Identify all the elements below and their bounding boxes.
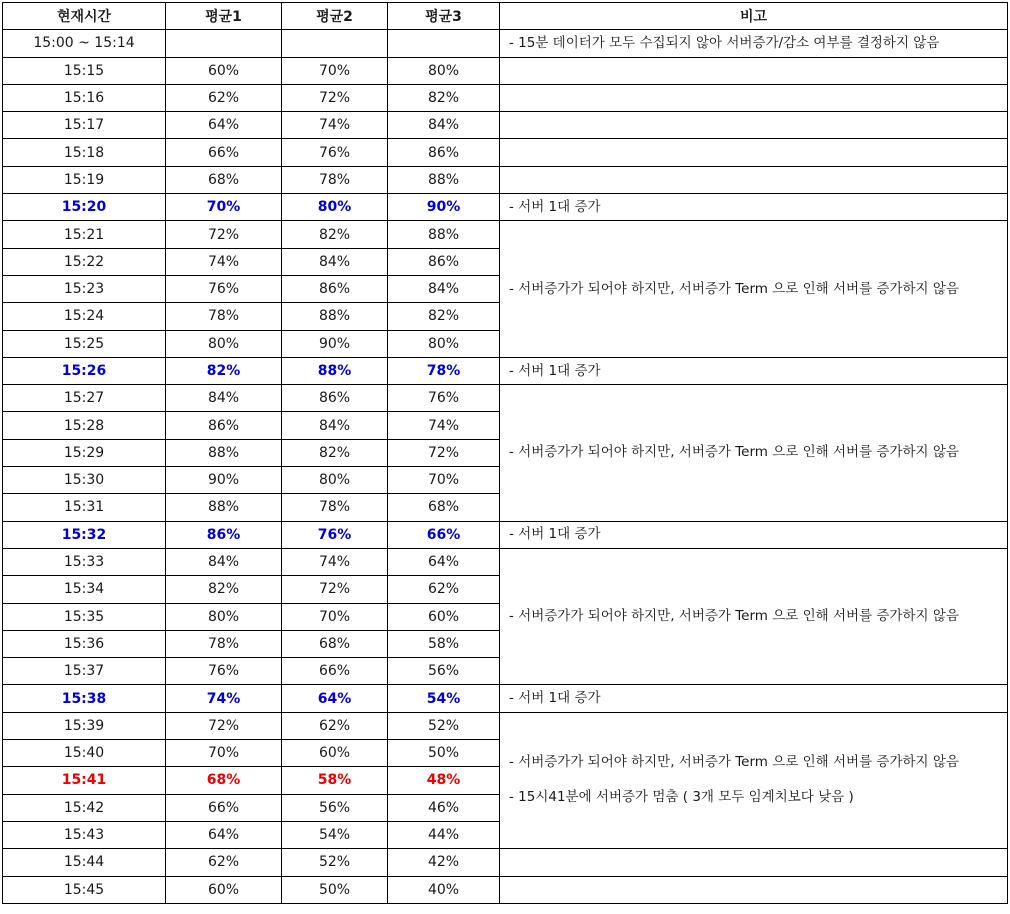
average-2-cell: 76% — [282, 521, 388, 548]
average-2-cell: 70% — [282, 57, 388, 84]
time-cell: 15:26 — [3, 357, 166, 384]
average-3-cell: 50% — [388, 740, 500, 767]
average-3-cell: 90% — [388, 194, 500, 221]
average-1-cell: 76% — [166, 658, 282, 685]
average-3-cell: 76% — [388, 385, 500, 412]
average-3-cell: 80% — [388, 330, 500, 357]
average-2-cell: 88% — [282, 357, 388, 384]
average-3-cell: 86% — [388, 248, 500, 275]
average-3-cell: 44% — [388, 821, 500, 848]
time-cell: 15:15 — [3, 57, 166, 84]
table-row — [3, 685, 1008, 712]
remarks-cell — [500, 548, 1008, 684]
remarks-cell — [500, 221, 1008, 357]
header-remarks: 비고 — [500, 3, 1008, 30]
table-row — [3, 30, 1008, 57]
average-3-cell: 74% — [388, 412, 500, 439]
average-2-cell: 80% — [282, 467, 388, 494]
average-3-cell: 68% — [388, 494, 500, 521]
average-2-cell: 80% — [282, 194, 388, 221]
average-1-cell: 68% — [166, 767, 282, 794]
average-3-cell: 42% — [388, 849, 500, 876]
average-2-cell: 68% — [282, 630, 388, 657]
average-3-cell: 58% — [388, 630, 500, 657]
time-cell: 15:28 — [3, 412, 166, 439]
average-2-cell — [282, 30, 388, 57]
time-cell: 15:41 — [3, 767, 166, 794]
average-1-cell: 64% — [166, 112, 282, 139]
average-2-cell: 88% — [282, 303, 388, 330]
header-current-time: 현재시간 — [3, 3, 166, 30]
average-3-cell: 48% — [388, 767, 500, 794]
time-cell: 15:37 — [3, 658, 166, 685]
average-3-cell: 82% — [388, 303, 500, 330]
average-1-cell: 80% — [166, 603, 282, 630]
average-2-cell: 58% — [282, 767, 388, 794]
average-2-cell: 78% — [282, 494, 388, 521]
average-3-cell — [388, 30, 500, 57]
average-1-cell: 68% — [166, 166, 282, 193]
time-cell: 15:35 — [3, 603, 166, 630]
average-3-cell: 84% — [388, 112, 500, 139]
average-2-cell: 66% — [282, 658, 388, 685]
average-3-cell: 78% — [388, 357, 500, 384]
average-2-cell: 84% — [282, 248, 388, 275]
average-3-cell: 56% — [388, 658, 500, 685]
average-1-cell: 66% — [166, 794, 282, 821]
average-3-cell: 46% — [388, 794, 500, 821]
average-2-cell: 72% — [282, 576, 388, 603]
average-3-cell: 84% — [388, 275, 500, 302]
average-2-cell: 74% — [282, 112, 388, 139]
remark-line: - 15분 데이터가 모두 수집되지 않아 서버증가/감소 여부를 결정하지 않음 — [509, 34, 940, 51]
remarks-cell — [500, 112, 1008, 139]
average-2-cell: 72% — [282, 84, 388, 111]
average-2-cell: 54% — [282, 821, 388, 848]
remarks-cell — [500, 385, 1008, 521]
remarks-cell — [500, 712, 1008, 848]
average-2-cell: 74% — [282, 548, 388, 575]
time-cell: 15:22 — [3, 248, 166, 275]
remarks-cell — [500, 194, 1008, 221]
time-cell: 15:32 — [3, 521, 166, 548]
header-average-2: 평균2 — [282, 3, 388, 30]
table-row — [3, 849, 1008, 876]
average-1-cell: 62% — [166, 84, 282, 111]
time-cell: 15:42 — [3, 794, 166, 821]
average-1-cell: 64% — [166, 821, 282, 848]
average-2-cell: 52% — [282, 849, 388, 876]
table-row — [3, 221, 1008, 248]
average-1-cell — [166, 30, 282, 57]
table-row — [3, 84, 1008, 111]
remarks-cell — [500, 876, 1008, 903]
time-cell: 15:25 — [3, 330, 166, 357]
remark-line: - 서버 1대 증가 — [509, 198, 601, 215]
table-row — [3, 385, 1008, 412]
header-average-3: 평균3 — [388, 3, 500, 30]
time-cell: 15:39 — [3, 712, 166, 739]
time-cell: 15:43 — [3, 821, 166, 848]
average-3-cell: 80% — [388, 57, 500, 84]
average-2-cell: 86% — [282, 275, 388, 302]
remarks-cell — [500, 685, 1008, 712]
table-row — [3, 166, 1008, 193]
time-cell: 15:34 — [3, 576, 166, 603]
average-2-cell: 56% — [282, 794, 388, 821]
time-cell: 15:30 — [3, 467, 166, 494]
remarks-cell — [500, 521, 1008, 548]
average-1-cell: 86% — [166, 412, 282, 439]
server-scaling-table — [2, 2, 1008, 904]
average-2-cell: 62% — [282, 712, 388, 739]
remarks-cell — [500, 357, 1008, 384]
remark-line: - 서버증가가 되어야 하지만, 서버증가 Term 으로 인해 서버를 증가하지 않음 — [509, 280, 959, 297]
average-3-cell: 60% — [388, 603, 500, 630]
average-3-cell: 88% — [388, 221, 500, 248]
average-3-cell: 54% — [388, 685, 500, 712]
remarks-cell — [500, 57, 1008, 84]
average-3-cell: 40% — [388, 876, 500, 903]
average-1-cell: 74% — [166, 248, 282, 275]
average-2-cell: 60% — [282, 740, 388, 767]
average-3-cell: 66% — [388, 521, 500, 548]
average-1-cell: 88% — [166, 494, 282, 521]
average-3-cell: 52% — [388, 712, 500, 739]
average-2-cell: 76% — [282, 139, 388, 166]
table-row — [3, 876, 1008, 903]
average-2-cell: 90% — [282, 330, 388, 357]
time-cell: 15:44 — [3, 849, 166, 876]
time-cell: 15:00 ~ 15:14 — [3, 30, 166, 57]
time-cell: 15:40 — [3, 740, 166, 767]
time-cell: 15:17 — [3, 112, 166, 139]
average-2-cell: 64% — [282, 685, 388, 712]
average-2-cell: 50% — [282, 876, 388, 903]
header-row — [3, 3, 1008, 30]
time-cell: 15:24 — [3, 303, 166, 330]
remarks-cell — [500, 84, 1008, 111]
average-1-cell: 78% — [166, 303, 282, 330]
time-cell: 15:19 — [3, 166, 166, 193]
remarks-cell — [500, 166, 1008, 193]
time-cell: 15:38 — [3, 685, 166, 712]
average-1-cell: 66% — [166, 139, 282, 166]
average-3-cell: 82% — [388, 84, 500, 111]
average-1-cell: 70% — [166, 194, 282, 221]
average-3-cell: 62% — [388, 576, 500, 603]
average-1-cell: 84% — [166, 385, 282, 412]
average-1-cell: 88% — [166, 439, 282, 466]
average-1-cell: 74% — [166, 685, 282, 712]
remark-line: - 서버증가가 되어야 하지만, 서버증가 Term 으로 인해 서버를 증가하지 않음 — [509, 444, 959, 461]
time-cell: 15:21 — [3, 221, 166, 248]
remark-line: - 서버증가가 되어야 하지만, 서버증가 Term 으로 인해 서버를 증가하지 않음 — [509, 754, 959, 771]
table-row — [3, 712, 1008, 739]
remarks-cell — [500, 139, 1008, 166]
average-1-cell: 60% — [166, 57, 282, 84]
remark-line: - 15시41분에 서버증가 멈춤 ( 3개 모두 임계치보다 낮음 ) — [509, 789, 854, 806]
header-average-1: 평균1 — [166, 3, 282, 30]
remark-line: - 서버 1대 증가 — [509, 362, 601, 379]
table-row — [3, 57, 1008, 84]
average-2-cell: 84% — [282, 412, 388, 439]
remark-line: - 서버증가가 되어야 하지만, 서버증가 Term 으로 인해 서버를 증가하지 않음 — [509, 608, 959, 625]
average-3-cell: 64% — [388, 548, 500, 575]
average-1-cell: 90% — [166, 467, 282, 494]
average-1-cell: 72% — [166, 712, 282, 739]
time-cell: 15:16 — [3, 84, 166, 111]
average-2-cell: 82% — [282, 221, 388, 248]
average-2-cell: 86% — [282, 385, 388, 412]
time-cell: 15:45 — [3, 876, 166, 903]
average-1-cell: 60% — [166, 876, 282, 903]
table-row — [3, 521, 1008, 548]
average-1-cell: 76% — [166, 275, 282, 302]
average-1-cell: 62% — [166, 849, 282, 876]
time-cell: 15:29 — [3, 439, 166, 466]
table-row — [3, 548, 1008, 575]
time-cell: 15:33 — [3, 548, 166, 575]
average-1-cell: 82% — [166, 357, 282, 384]
average-1-cell: 72% — [166, 221, 282, 248]
time-cell: 15:20 — [3, 194, 166, 221]
remark-line: - 서버 1대 증가 — [509, 690, 601, 707]
time-cell: 15:27 — [3, 385, 166, 412]
table-row — [3, 194, 1008, 221]
average-2-cell: 70% — [282, 603, 388, 630]
time-cell: 15:36 — [3, 630, 166, 657]
remarks-cell — [500, 30, 1008, 57]
average-1-cell: 86% — [166, 521, 282, 548]
average-1-cell: 80% — [166, 330, 282, 357]
time-cell: 15:23 — [3, 275, 166, 302]
average-3-cell: 86% — [388, 139, 500, 166]
average-2-cell: 82% — [282, 439, 388, 466]
table-row — [3, 139, 1008, 166]
time-cell: 15:18 — [3, 139, 166, 166]
table-row — [3, 357, 1008, 384]
table-body — [3, 30, 1008, 904]
average-3-cell: 70% — [388, 467, 500, 494]
remark-line: - 서버 1대 증가 — [509, 526, 601, 543]
average-3-cell: 88% — [388, 166, 500, 193]
average-1-cell: 82% — [166, 576, 282, 603]
time-cell: 15:31 — [3, 494, 166, 521]
table-row — [3, 112, 1008, 139]
average-1-cell: 78% — [166, 630, 282, 657]
remarks-cell — [500, 849, 1008, 876]
average-1-cell: 70% — [166, 740, 282, 767]
average-1-cell: 84% — [166, 548, 282, 575]
average-3-cell: 72% — [388, 439, 500, 466]
average-2-cell: 78% — [282, 166, 388, 193]
